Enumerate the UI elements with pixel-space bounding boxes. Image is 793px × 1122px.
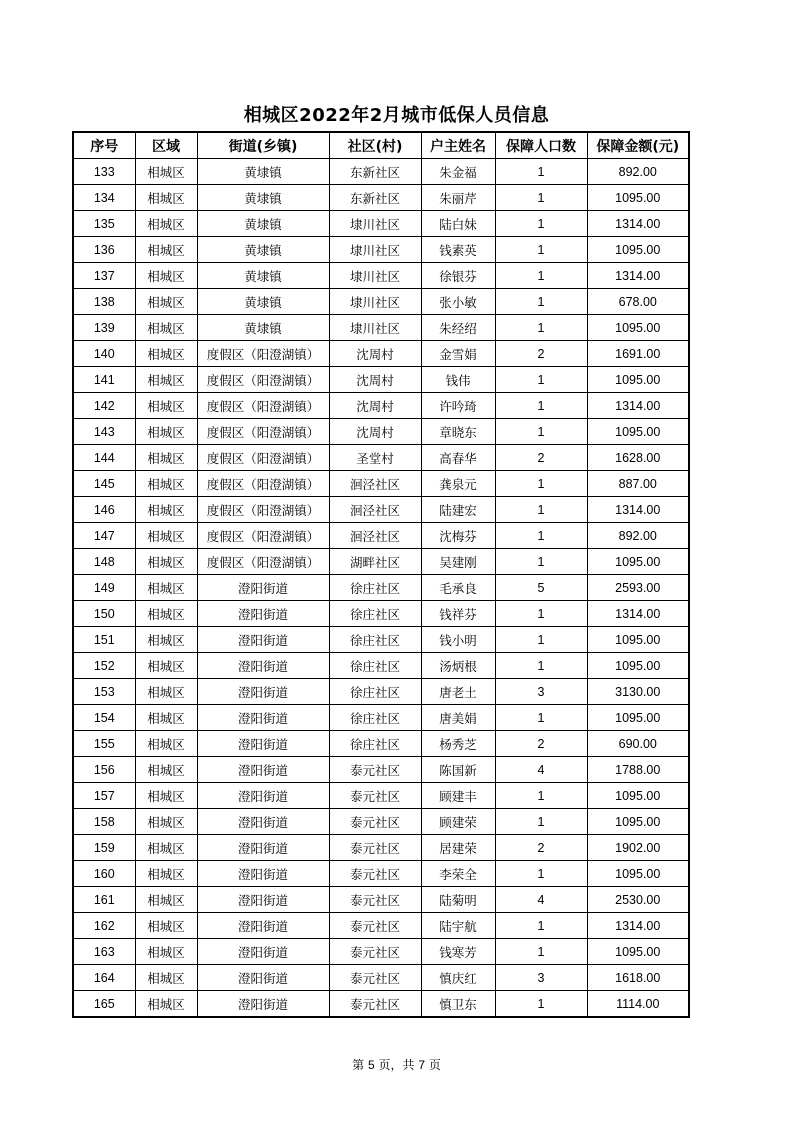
cell-street-town: 度假区（阳澄湖镇） bbox=[197, 419, 329, 445]
cell-district: 相城区 bbox=[135, 887, 197, 913]
cell-community-village: 洄泾社区 bbox=[329, 497, 421, 523]
cell-householder-name: 龚泉元 bbox=[421, 471, 495, 497]
cell-allowance-amount: 892.00 bbox=[587, 159, 689, 185]
cell-street-town: 黄埭镇 bbox=[197, 315, 329, 341]
cell-covered-persons: 1 bbox=[495, 419, 587, 445]
cell-covered-persons: 1 bbox=[495, 549, 587, 575]
cell-community-village: 沈周村 bbox=[329, 341, 421, 367]
cell-allowance-amount: 1095.00 bbox=[587, 809, 689, 835]
table-row bbox=[73, 783, 689, 809]
cell-community-village: 徐庄社区 bbox=[329, 731, 421, 757]
table-row bbox=[73, 445, 689, 471]
cell-community-village: 徐庄社区 bbox=[329, 627, 421, 653]
cell-serial-number: 142 bbox=[73, 393, 135, 419]
table-row bbox=[73, 679, 689, 705]
cell-householder-name: 张小敏 bbox=[421, 289, 495, 315]
cell-serial-number: 151 bbox=[73, 627, 135, 653]
cell-serial-number: 159 bbox=[73, 835, 135, 861]
cell-allowance-amount: 678.00 bbox=[587, 289, 689, 315]
cell-community-village: 洄泾社区 bbox=[329, 523, 421, 549]
header-street-town: 街道(乡镇) bbox=[197, 132, 329, 159]
cell-allowance-amount: 1095.00 bbox=[587, 419, 689, 445]
cell-district: 相城区 bbox=[135, 991, 197, 1018]
cell-community-village: 圣堂村 bbox=[329, 445, 421, 471]
cell-serial-number: 157 bbox=[73, 783, 135, 809]
cell-street-town: 度假区（阳澄湖镇） bbox=[197, 497, 329, 523]
low-income-table bbox=[72, 131, 690, 1018]
cell-allowance-amount: 690.00 bbox=[587, 731, 689, 757]
table-row bbox=[73, 965, 689, 991]
cell-covered-persons: 5 bbox=[495, 575, 587, 601]
cell-householder-name: 高春华 bbox=[421, 445, 495, 471]
cell-community-village: 泰元社区 bbox=[329, 939, 421, 965]
cell-community-village: 埭川社区 bbox=[329, 237, 421, 263]
cell-district: 相城区 bbox=[135, 809, 197, 835]
cell-serial-number: 139 bbox=[73, 315, 135, 341]
table-row bbox=[73, 991, 689, 1018]
current-page-number: 5 bbox=[367, 1058, 375, 1072]
cell-community-village: 泰元社区 bbox=[329, 809, 421, 835]
cell-serial-number: 156 bbox=[73, 757, 135, 783]
cell-district: 相城区 bbox=[135, 445, 197, 471]
cell-householder-name: 慎卫东 bbox=[421, 991, 495, 1018]
cell-community-village: 徐庄社区 bbox=[329, 653, 421, 679]
cell-serial-number: 133 bbox=[73, 159, 135, 185]
cell-serial-number: 149 bbox=[73, 575, 135, 601]
cell-householder-name: 沈梅芬 bbox=[421, 523, 495, 549]
table-header-row bbox=[73, 132, 689, 159]
cell-street-town: 黄埭镇 bbox=[197, 263, 329, 289]
cell-covered-persons: 1 bbox=[495, 497, 587, 523]
cell-serial-number: 141 bbox=[73, 367, 135, 393]
cell-serial-number: 147 bbox=[73, 523, 135, 549]
table-row bbox=[73, 705, 689, 731]
cell-district: 相城区 bbox=[135, 341, 197, 367]
cell-householder-name: 钱素英 bbox=[421, 237, 495, 263]
cell-community-village: 泰元社区 bbox=[329, 835, 421, 861]
cell-householder-name: 陆宇航 bbox=[421, 913, 495, 939]
table-row bbox=[73, 549, 689, 575]
cell-covered-persons: 4 bbox=[495, 757, 587, 783]
header-allowance-amount: 保障金额(元) bbox=[587, 132, 689, 159]
cell-street-town: 澄阳街道 bbox=[197, 601, 329, 627]
cell-district: 相城区 bbox=[135, 575, 197, 601]
cell-street-town: 澄阳街道 bbox=[197, 653, 329, 679]
cell-householder-name: 朱丽芹 bbox=[421, 185, 495, 211]
cell-allowance-amount: 1095.00 bbox=[587, 861, 689, 887]
cell-householder-name: 唐美娟 bbox=[421, 705, 495, 731]
page-footer bbox=[0, 1056, 793, 1073]
cell-householder-name: 毛承良 bbox=[421, 575, 495, 601]
cell-allowance-amount: 1095.00 bbox=[587, 237, 689, 263]
cell-street-town: 澄阳街道 bbox=[197, 861, 329, 887]
table-row bbox=[73, 159, 689, 185]
cell-district: 相城区 bbox=[135, 237, 197, 263]
cell-covered-persons: 1 bbox=[495, 913, 587, 939]
cell-street-town: 澄阳街道 bbox=[197, 731, 329, 757]
cell-covered-persons: 1 bbox=[495, 185, 587, 211]
table-row bbox=[73, 393, 689, 419]
cell-covered-persons: 1 bbox=[495, 237, 587, 263]
cell-householder-name: 钱小明 bbox=[421, 627, 495, 653]
header-covered-persons: 保障人口数 bbox=[495, 132, 587, 159]
cell-householder-name: 顾建丰 bbox=[421, 783, 495, 809]
table-row bbox=[73, 861, 689, 887]
cell-householder-name: 唐老土 bbox=[421, 679, 495, 705]
cell-serial-number: 137 bbox=[73, 263, 135, 289]
cell-serial-number: 146 bbox=[73, 497, 135, 523]
cell-householder-name: 陆白妹 bbox=[421, 211, 495, 237]
table-row bbox=[73, 835, 689, 861]
cell-allowance-amount: 1314.00 bbox=[587, 913, 689, 939]
cell-serial-number: 154 bbox=[73, 705, 135, 731]
cell-serial-number: 150 bbox=[73, 601, 135, 627]
cell-allowance-amount: 1095.00 bbox=[587, 185, 689, 211]
cell-allowance-amount: 1114.00 bbox=[587, 991, 689, 1018]
cell-covered-persons: 3 bbox=[495, 679, 587, 705]
table-row bbox=[73, 601, 689, 627]
cell-serial-number: 158 bbox=[73, 809, 135, 835]
cell-street-town: 黄埭镇 bbox=[197, 211, 329, 237]
cell-covered-persons: 1 bbox=[495, 159, 587, 185]
cell-serial-number: 152 bbox=[73, 653, 135, 679]
cell-district: 相城区 bbox=[135, 419, 197, 445]
table-row bbox=[73, 757, 689, 783]
cell-allowance-amount: 1095.00 bbox=[587, 653, 689, 679]
cell-street-town: 度假区（阳澄湖镇） bbox=[197, 549, 329, 575]
cell-covered-persons: 1 bbox=[495, 627, 587, 653]
cell-allowance-amount: 1902.00 bbox=[587, 835, 689, 861]
cell-covered-persons: 1 bbox=[495, 705, 587, 731]
cell-serial-number: 148 bbox=[73, 549, 135, 575]
cell-serial-number: 144 bbox=[73, 445, 135, 471]
cell-householder-name: 顾建荣 bbox=[421, 809, 495, 835]
cell-community-village: 泰元社区 bbox=[329, 913, 421, 939]
cell-community-village: 埭川社区 bbox=[329, 263, 421, 289]
cell-allowance-amount: 1691.00 bbox=[587, 341, 689, 367]
cell-serial-number: 138 bbox=[73, 289, 135, 315]
cell-covered-persons: 1 bbox=[495, 653, 587, 679]
cell-district: 相城区 bbox=[135, 835, 197, 861]
table-row bbox=[73, 367, 689, 393]
table-row bbox=[73, 419, 689, 445]
cell-street-town: 澄阳街道 bbox=[197, 783, 329, 809]
cell-district: 相城区 bbox=[135, 913, 197, 939]
footer-prefix: 第 bbox=[352, 1058, 365, 1072]
cell-street-town: 澄阳街道 bbox=[197, 913, 329, 939]
cell-allowance-amount: 2593.00 bbox=[587, 575, 689, 601]
cell-district: 相城区 bbox=[135, 393, 197, 419]
table-row bbox=[73, 731, 689, 757]
cell-community-village: 徐庄社区 bbox=[329, 705, 421, 731]
cell-street-town: 澄阳街道 bbox=[197, 575, 329, 601]
table-row bbox=[73, 289, 689, 315]
cell-covered-persons: 1 bbox=[495, 809, 587, 835]
cell-allowance-amount: 1314.00 bbox=[587, 497, 689, 523]
cell-allowance-amount: 3130.00 bbox=[587, 679, 689, 705]
cell-allowance-amount: 1095.00 bbox=[587, 783, 689, 809]
cell-allowance-amount: 892.00 bbox=[587, 523, 689, 549]
cell-householder-name: 钱祥芬 bbox=[421, 601, 495, 627]
cell-householder-name: 朱金福 bbox=[421, 159, 495, 185]
cell-covered-persons: 1 bbox=[495, 289, 587, 315]
cell-householder-name: 许吟琦 bbox=[421, 393, 495, 419]
cell-community-village: 徐庄社区 bbox=[329, 575, 421, 601]
cell-district: 相城区 bbox=[135, 965, 197, 991]
cell-district: 相城区 bbox=[135, 211, 197, 237]
cell-community-village: 沈周村 bbox=[329, 367, 421, 393]
cell-covered-persons: 1 bbox=[495, 939, 587, 965]
cell-allowance-amount: 1314.00 bbox=[587, 211, 689, 237]
cell-allowance-amount: 1095.00 bbox=[587, 705, 689, 731]
cell-serial-number: 136 bbox=[73, 237, 135, 263]
cell-district: 相城区 bbox=[135, 627, 197, 653]
cell-community-village: 湖畔社区 bbox=[329, 549, 421, 575]
cell-allowance-amount: 1095.00 bbox=[587, 939, 689, 965]
cell-householder-name: 居建荣 bbox=[421, 835, 495, 861]
table-row bbox=[73, 653, 689, 679]
cell-covered-persons: 2 bbox=[495, 445, 587, 471]
cell-householder-name: 钱伟 bbox=[421, 367, 495, 393]
cell-serial-number: 161 bbox=[73, 887, 135, 913]
cell-community-village: 泰元社区 bbox=[329, 757, 421, 783]
cell-community-village: 徐庄社区 bbox=[329, 679, 421, 705]
cell-covered-persons: 2 bbox=[495, 731, 587, 757]
table-row bbox=[73, 211, 689, 237]
cell-covered-persons: 1 bbox=[495, 601, 587, 627]
cell-serial-number: 165 bbox=[73, 991, 135, 1018]
cell-community-village: 埭川社区 bbox=[329, 289, 421, 315]
table-row bbox=[73, 575, 689, 601]
cell-allowance-amount: 1314.00 bbox=[587, 393, 689, 419]
cell-householder-name: 陈国新 bbox=[421, 757, 495, 783]
cell-allowance-amount: 2530.00 bbox=[587, 887, 689, 913]
cell-street-town: 澄阳街道 bbox=[197, 679, 329, 705]
cell-covered-persons: 1 bbox=[495, 367, 587, 393]
cell-householder-name: 汤炳根 bbox=[421, 653, 495, 679]
cell-serial-number: 163 bbox=[73, 939, 135, 965]
cell-street-town: 澄阳街道 bbox=[197, 887, 329, 913]
cell-community-village: 埭川社区 bbox=[329, 315, 421, 341]
header-district: 区域 bbox=[135, 132, 197, 159]
cell-community-village: 泰元社区 bbox=[329, 783, 421, 809]
header-serial-number: 序号 bbox=[73, 132, 135, 159]
cell-district: 相城区 bbox=[135, 705, 197, 731]
cell-community-village: 东新社区 bbox=[329, 159, 421, 185]
cell-serial-number: 134 bbox=[73, 185, 135, 211]
table-row bbox=[73, 471, 689, 497]
cell-allowance-amount: 1095.00 bbox=[587, 627, 689, 653]
cell-community-village: 埭川社区 bbox=[329, 211, 421, 237]
table-body bbox=[73, 159, 689, 1018]
cell-street-town: 澄阳街道 bbox=[197, 835, 329, 861]
cell-street-town: 度假区（阳澄湖镇） bbox=[197, 445, 329, 471]
cell-serial-number: 164 bbox=[73, 965, 135, 991]
cell-street-town: 度假区（阳澄湖镇） bbox=[197, 471, 329, 497]
cell-district: 相城区 bbox=[135, 471, 197, 497]
cell-serial-number: 160 bbox=[73, 861, 135, 887]
cell-covered-persons: 1 bbox=[495, 315, 587, 341]
cell-serial-number: 135 bbox=[73, 211, 135, 237]
cell-householder-name: 钱寒芳 bbox=[421, 939, 495, 965]
table-row bbox=[73, 523, 689, 549]
cell-street-town: 度假区（阳澄湖镇） bbox=[197, 367, 329, 393]
cell-allowance-amount: 1095.00 bbox=[587, 315, 689, 341]
cell-allowance-amount: 1314.00 bbox=[587, 263, 689, 289]
cell-community-village: 沈周村 bbox=[329, 393, 421, 419]
cell-covered-persons: 1 bbox=[495, 263, 587, 289]
cell-street-town: 度假区（阳澄湖镇） bbox=[197, 523, 329, 549]
cell-community-village: 东新社区 bbox=[329, 185, 421, 211]
cell-serial-number: 155 bbox=[73, 731, 135, 757]
cell-householder-name: 吴建刚 bbox=[421, 549, 495, 575]
footer-suffix: 页 bbox=[428, 1058, 441, 1072]
cell-allowance-amount: 1628.00 bbox=[587, 445, 689, 471]
cell-serial-number: 162 bbox=[73, 913, 135, 939]
cell-householder-name: 陆菊明 bbox=[421, 887, 495, 913]
cell-district: 相城区 bbox=[135, 289, 197, 315]
table-row bbox=[73, 627, 689, 653]
cell-householder-name: 朱经绍 bbox=[421, 315, 495, 341]
header-householder-name: 户主姓名 bbox=[421, 132, 495, 159]
cell-householder-name: 章晓东 bbox=[421, 419, 495, 445]
cell-community-village: 徐庄社区 bbox=[329, 601, 421, 627]
footer-middle: 页，共 bbox=[378, 1058, 415, 1072]
cell-covered-persons: 1 bbox=[495, 393, 587, 419]
cell-householder-name: 陆建宏 bbox=[421, 497, 495, 523]
cell-district: 相城区 bbox=[135, 549, 197, 575]
cell-district: 相城区 bbox=[135, 757, 197, 783]
cell-district: 相城区 bbox=[135, 861, 197, 887]
document-title: 相城区2022年2月城市低保人员信息 bbox=[243, 105, 550, 126]
cell-householder-name: 李荣全 bbox=[421, 861, 495, 887]
table-row bbox=[73, 263, 689, 289]
cell-street-town: 澄阳街道 bbox=[197, 939, 329, 965]
cell-community-village: 泰元社区 bbox=[329, 991, 421, 1018]
cell-covered-persons: 2 bbox=[495, 341, 587, 367]
cell-street-town: 澄阳街道 bbox=[197, 809, 329, 835]
table-row bbox=[73, 237, 689, 263]
cell-district: 相城区 bbox=[135, 159, 197, 185]
cell-district: 相城区 bbox=[135, 185, 197, 211]
cell-covered-persons: 4 bbox=[495, 887, 587, 913]
cell-covered-persons: 1 bbox=[495, 211, 587, 237]
cell-street-town: 澄阳街道 bbox=[197, 705, 329, 731]
cell-householder-name: 慎庆红 bbox=[421, 965, 495, 991]
cell-covered-persons: 3 bbox=[495, 965, 587, 991]
cell-street-town: 度假区（阳澄湖镇） bbox=[197, 341, 329, 367]
cell-covered-persons: 2 bbox=[495, 835, 587, 861]
cell-serial-number: 143 bbox=[73, 419, 135, 445]
cell-street-town: 黄埭镇 bbox=[197, 159, 329, 185]
cell-serial-number: 140 bbox=[73, 341, 135, 367]
cell-street-town: 黄埭镇 bbox=[197, 185, 329, 211]
cell-district: 相城区 bbox=[135, 263, 197, 289]
table-row bbox=[73, 887, 689, 913]
cell-community-village: 泰元社区 bbox=[329, 861, 421, 887]
cell-street-town: 澄阳街道 bbox=[197, 965, 329, 991]
cell-street-town: 澄阳街道 bbox=[197, 627, 329, 653]
cell-community-village: 泰元社区 bbox=[329, 887, 421, 913]
table-row bbox=[73, 341, 689, 367]
cell-householder-name: 杨秀芝 bbox=[421, 731, 495, 757]
cell-householder-name: 徐银芬 bbox=[421, 263, 495, 289]
cell-district: 相城区 bbox=[135, 653, 197, 679]
table-row bbox=[73, 913, 689, 939]
cell-allowance-amount: 1788.00 bbox=[587, 757, 689, 783]
cell-district: 相城区 bbox=[135, 679, 197, 705]
cell-householder-name: 金雪娟 bbox=[421, 341, 495, 367]
cell-community-village: 沈周村 bbox=[329, 419, 421, 445]
table-row bbox=[73, 185, 689, 211]
total-pages-number: 7 bbox=[418, 1058, 426, 1072]
cell-street-town: 度假区（阳澄湖镇） bbox=[197, 393, 329, 419]
cell-street-town: 黄埭镇 bbox=[197, 289, 329, 315]
cell-district: 相城区 bbox=[135, 315, 197, 341]
cell-allowance-amount: 1618.00 bbox=[587, 965, 689, 991]
cell-community-village: 泰元社区 bbox=[329, 965, 421, 991]
cell-covered-persons: 1 bbox=[495, 471, 587, 497]
cell-covered-persons: 1 bbox=[495, 861, 587, 887]
cell-allowance-amount: 1314.00 bbox=[587, 601, 689, 627]
cell-allowance-amount: 1095.00 bbox=[587, 549, 689, 575]
table-row bbox=[73, 939, 689, 965]
cell-serial-number: 145 bbox=[73, 471, 135, 497]
cell-street-town: 澄阳街道 bbox=[197, 991, 329, 1018]
cell-street-town: 黄埭镇 bbox=[197, 237, 329, 263]
cell-district: 相城区 bbox=[135, 601, 197, 627]
header-community-village: 社区(村) bbox=[329, 132, 421, 159]
cell-district: 相城区 bbox=[135, 783, 197, 809]
cell-covered-persons: 1 bbox=[495, 783, 587, 809]
table-row bbox=[73, 315, 689, 341]
cell-district: 相城区 bbox=[135, 731, 197, 757]
cell-serial-number: 153 bbox=[73, 679, 135, 705]
cell-covered-persons: 1 bbox=[495, 991, 587, 1018]
table-row bbox=[73, 497, 689, 523]
cell-district: 相城区 bbox=[135, 523, 197, 549]
cell-allowance-amount: 887.00 bbox=[587, 471, 689, 497]
cell-district: 相城区 bbox=[135, 367, 197, 393]
cell-district: 相城区 bbox=[135, 497, 197, 523]
table-row bbox=[73, 809, 689, 835]
cell-covered-persons: 1 bbox=[495, 523, 587, 549]
cell-allowance-amount: 1095.00 bbox=[587, 367, 689, 393]
cell-street-town: 澄阳街道 bbox=[197, 757, 329, 783]
cell-community-village: 洄泾社区 bbox=[329, 471, 421, 497]
cell-district: 相城区 bbox=[135, 939, 197, 965]
